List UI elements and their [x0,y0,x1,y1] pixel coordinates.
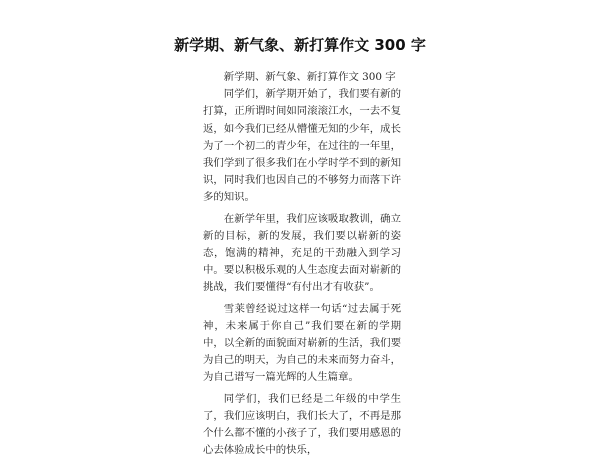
paragraph-3: 雪莱曾经说过这样一句话“过去属于死神，未来属于你自己”我们要在新的学期中，以全新的面貌面对崭新的生活，我们要为自己的明天，为自己的未来而努力奋斗，为自己谱写一篇光辉的人生篇章。 [203,302,401,384]
paragraph-1: 同学们，新学期开始了，我们要有新的打算，正所谓时间如同滚滚江水，一去不复返，如今我们已经从懵懂无知的少年，成长为了一个初二的青少年，在过往的一年里，我们学到了很多我们在小学时学不到的新知识，同时我们也因自己的不够努力而落下许多的知识。 [203,88,401,204]
paragraph-4: 同学们，我们已经是二年级的中学生了，我们应该明白，我们长大了，不再是那个什么都不懂的小孩子了，我们要用感恩的心去体验成长中的快乐， [203,392,401,457]
document-title: 新学期、新气象、新打算作文 300 字 [174,36,426,54]
subtitle-paragraph: 新学期、新气象、新打算作文 300 字 [223,71,396,83]
paragraph-2: 在新学年里，我们应该吸取教训，确立新的目标，新的发展，我们要以崭新的姿态，饱满的精神，充足的干劲融入到学习中。要以积极乐观的人生态度去面对崭新的挑战，我们要懂得“有付出才有收获”。 [203,212,401,294]
document-body [203,69,401,459]
